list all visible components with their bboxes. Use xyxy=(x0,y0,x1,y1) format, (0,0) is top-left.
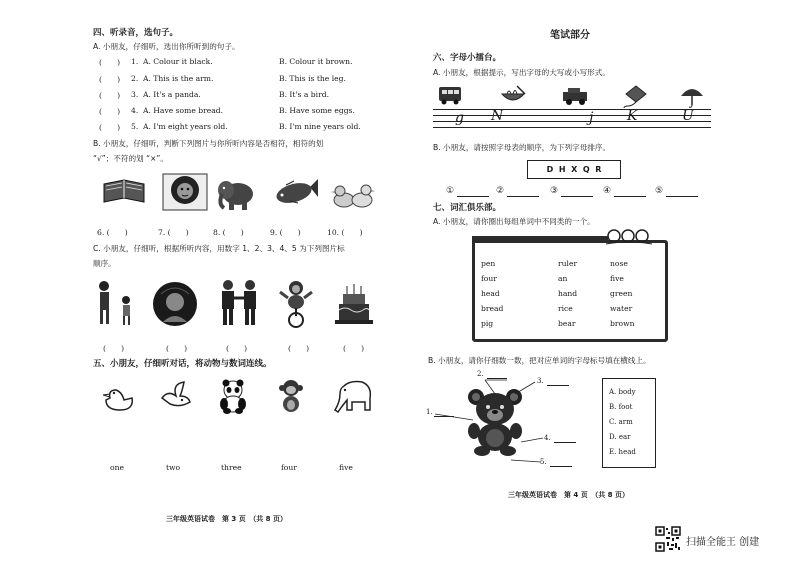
row-2-option-b: B. This is the leg. xyxy=(279,74,346,83)
word-an[interactable]: an xyxy=(558,274,568,283)
row-5-option-a: A. I'm eight years old. xyxy=(143,122,228,131)
row-5-paren[interactable]: ( ) xyxy=(99,123,121,132)
word-green[interactable]: green xyxy=(610,289,633,298)
section-4-title: 四、听录音，选句子。 xyxy=(93,28,179,38)
row-1-option-a: A. Colour it black. xyxy=(143,57,213,66)
sort-circle-4: ④ xyxy=(603,186,612,196)
judge-6-paren[interactable]: 6. ( ) xyxy=(97,228,128,237)
row-3-option-b: B. It's a bird. xyxy=(279,90,329,99)
pointer-blank-3[interactable] xyxy=(547,385,569,386)
word-hand[interactable]: hand xyxy=(558,289,578,298)
row-2-num: 2. xyxy=(131,74,139,83)
number-word-three[interactable]: three xyxy=(221,463,242,472)
number-word-four[interactable]: four xyxy=(281,463,297,472)
pointer-blank-1[interactable] xyxy=(434,416,454,417)
section-6b-instruction: B. 小朋友，请按照字母表的顺序，为下列字母排序。 xyxy=(433,143,611,152)
option-arm: C. arm xyxy=(609,418,633,426)
row-5-option-b: B. I'm nine years old. xyxy=(279,122,361,131)
letters-to-sort-box: D H X Q R xyxy=(527,160,621,179)
judge-8-paren[interactable]: 8. ( ) xyxy=(213,228,244,237)
row-4-paren[interactable]: ( ) xyxy=(99,107,121,116)
row-4-option-a: A. Have some bread. xyxy=(143,106,224,115)
judge-10-paren[interactable]: 10. ( ) xyxy=(327,228,363,237)
word-pen[interactable]: pen xyxy=(481,259,496,268)
order-paren-4[interactable]: ( ) xyxy=(288,344,310,353)
row-1-option-b: B. Colour it brown. xyxy=(279,57,353,66)
number-word-two[interactable]: two xyxy=(166,463,181,472)
judge-7-paren[interactable]: 7. ( ) xyxy=(158,228,189,237)
word-ruler[interactable]: ruler xyxy=(558,259,578,268)
written-part-title: 笔试部分 xyxy=(550,30,590,41)
row-1-num: 1. xyxy=(131,57,139,66)
kite-icon xyxy=(622,84,650,108)
pointer-blank-5[interactable] xyxy=(550,466,572,467)
order-paren-1[interactable]: ( ) xyxy=(103,344,125,353)
word-nose[interactable]: nose xyxy=(610,259,628,268)
sort-blank-1[interactable] xyxy=(457,196,489,197)
section-7-title: 七、词汇俱乐部。 xyxy=(433,203,502,213)
scanner-watermark: 扫描全能王 创建 xyxy=(686,537,760,548)
letter-N: N xyxy=(491,108,504,124)
noodles-icon xyxy=(499,84,527,106)
sort-circle-3: ③ xyxy=(550,186,559,196)
word-pig[interactable]: pig xyxy=(481,319,494,328)
row-4-option-b: B. Have some eggs. xyxy=(279,106,355,115)
order-paren-5[interactable]: ( ) xyxy=(343,344,365,353)
row-4-num: 4. xyxy=(131,106,139,115)
pointer-blank-2[interactable] xyxy=(487,378,507,379)
sort-circle-2: ② xyxy=(496,186,505,196)
option-foot: B. foot xyxy=(609,403,633,411)
word-water[interactable]: water xyxy=(610,304,633,313)
order-paren-3[interactable]: ( ) xyxy=(226,344,248,353)
word-four[interactable]: four xyxy=(481,274,497,283)
letter-U: U xyxy=(682,108,694,124)
option-body: A. body xyxy=(609,388,636,396)
number-word-one[interactable]: one xyxy=(110,463,124,472)
right-page-footer: 三年级英语试卷 第 4 页 （共 8 页） xyxy=(508,491,629,499)
section-4b-instruction-1: B. 小朋友，仔细听，判断下列图片与你所听内容是否相符，相符的划 xyxy=(93,139,324,148)
row-2-option-a: A. This is the arm. xyxy=(143,74,214,83)
pointer-label-1: 1. xyxy=(426,408,433,416)
row-5-num: 5. xyxy=(131,122,139,131)
number-word-five[interactable]: five xyxy=(339,463,353,472)
option-ear: D. ear xyxy=(609,433,631,441)
sort-blank-5[interactable] xyxy=(666,196,698,197)
row-3-paren[interactable]: ( ) xyxy=(99,91,121,100)
row-2-paren[interactable]: ( ) xyxy=(99,75,121,84)
section-4c-instruction-1: C. 小朋友，仔细听，根据所听内容，用数字 1、2、3、4、5 为下列图片标 xyxy=(93,244,345,253)
jeep-icon xyxy=(560,86,590,106)
section-6a-instruction: A. 小朋友，根据提示，写出字母的大写或小写形式。 xyxy=(433,68,610,77)
pointer-label-4: 4. xyxy=(544,434,551,442)
bear-pointer-lines xyxy=(425,370,605,470)
section-4a-instruction: A. 小朋友，仔细听，选出你所听到的句子。 xyxy=(93,42,240,51)
letter-writing-grid[interactable] xyxy=(433,109,711,131)
section-6-title: 六、字母小擂台。 xyxy=(433,53,502,63)
section-7b-instruction: B. 小朋友，请你仔细数一数，把对应单词的字母标号填在横线上。 xyxy=(428,356,651,365)
row-3-option-a: A. It's a panda. xyxy=(143,90,201,99)
bus-icon xyxy=(436,84,464,106)
section-4c-instruction-2: 顺序。 xyxy=(93,259,116,268)
pointer-label-5: 5. xyxy=(540,458,547,466)
section-4b-instruction-2: “√”；不符的划 “×”。 xyxy=(93,154,168,163)
word-rice[interactable]: rice xyxy=(558,304,573,313)
letter-j: j xyxy=(589,110,594,126)
sort-blank-2[interactable] xyxy=(507,196,539,197)
card-rings-icon xyxy=(604,226,662,248)
left-page-footer: 三年级英语试卷 第 3 页 （共 8 页） xyxy=(166,515,287,523)
word-head[interactable]: head xyxy=(481,289,500,298)
word-five[interactable]: five xyxy=(610,274,624,283)
section-5-title: 五、小朋友，仔细听对话，将动物与数词连线。 xyxy=(93,359,272,369)
option-head: E. head xyxy=(609,448,636,456)
letter-g: g xyxy=(455,110,464,126)
sort-blank-4[interactable] xyxy=(614,196,646,197)
word-bread[interactable]: bread xyxy=(481,304,504,313)
letter-K: K xyxy=(627,108,638,124)
sort-circle-5: ⑤ xyxy=(655,186,664,196)
umbrella-icon xyxy=(679,84,705,108)
word-brown[interactable]: brown xyxy=(610,319,635,328)
pointer-label-3: 3. xyxy=(537,377,544,385)
sort-circle-1: ① xyxy=(446,186,455,196)
section-7a-instruction: A. 小朋友，请你圈出每组单词中不同类的一个。 xyxy=(433,217,595,226)
sort-blank-3[interactable] xyxy=(561,196,593,197)
row-1-paren[interactable]: ( ) xyxy=(99,58,121,67)
word-bear[interactable]: bear xyxy=(558,319,576,328)
row-3-num: 3. xyxy=(131,90,139,99)
pointer-blank-4[interactable] xyxy=(554,442,576,443)
pointer-label-2: 2. xyxy=(477,370,484,378)
qr-code-icon xyxy=(655,526,681,552)
judge-9-paren[interactable]: 9. ( ) xyxy=(270,228,301,237)
order-paren-2[interactable]: ( ) xyxy=(166,344,188,353)
